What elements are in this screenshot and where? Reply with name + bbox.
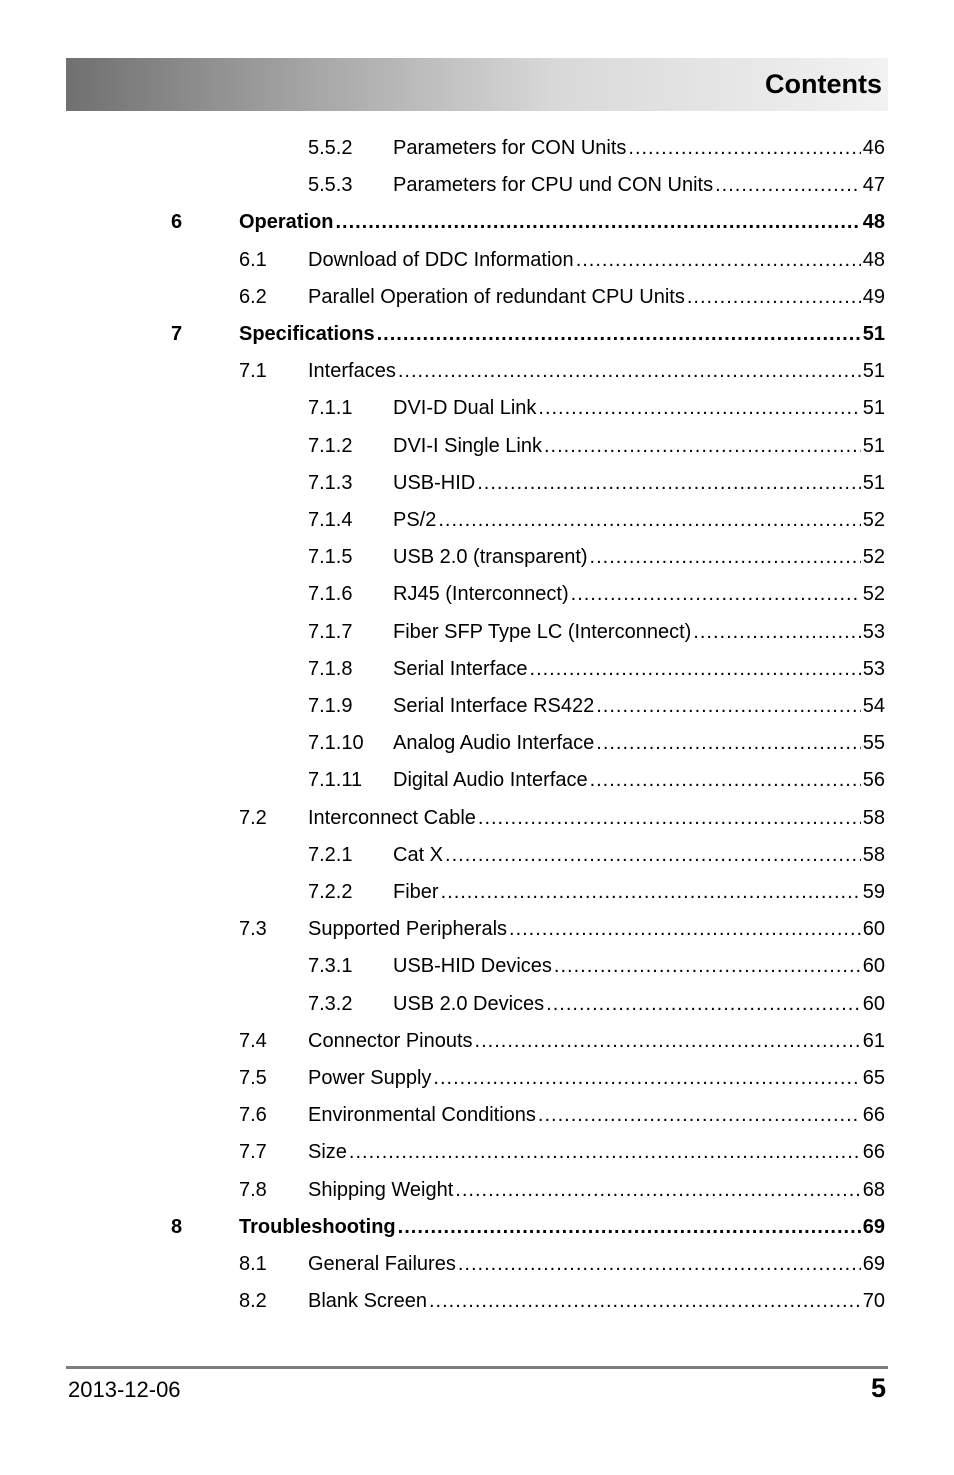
toc-entry-page: 70 [862, 1290, 885, 1313]
toc-entry-title: Fiber [393, 881, 439, 903]
toc-entry[interactable] [0, 130, 954, 167]
toc-entry-number: 7.1.11 [308, 769, 363, 792]
toc-entry-title: DVI-D Dual Link [393, 397, 537, 420]
dot-leader [349, 1134, 861, 1171]
footer-divider [66, 1366, 888, 1369]
toc-entry-line [239, 316, 885, 353]
toc-entry[interactable] [0, 242, 954, 279]
toc-entry-page: 48 [862, 211, 885, 234]
toc-entry-title: Size [308, 1141, 347, 1164]
toc-entry-number: 7.3.1 [308, 955, 353, 978]
toc-entry[interactable] [0, 1134, 954, 1171]
toc-entry-title: Parallel Operation of redundant CPU Units [308, 285, 685, 308]
toc-entry[interactable] [0, 465, 954, 502]
toc-entry-line [393, 762, 885, 799]
toc-entry-number: 7.1.7 [308, 620, 353, 643]
toc-entry-page: 69 [862, 1253, 885, 1275]
toc-entry-page: 60 [862, 918, 885, 941]
dot-leader [398, 1209, 861, 1246]
toc-entry-page: 60 [862, 992, 885, 1015]
toc-entry-title: USB 2.0 Devices [393, 992, 545, 1015]
toc-entry-page: 58 [862, 843, 885, 866]
toc-entry-number: 7 [171, 323, 183, 345]
toc-entry-number: 7.4 [239, 1029, 267, 1052]
toc-entry-line [308, 1023, 885, 1060]
toc-entry-number: 6.1 [239, 248, 267, 271]
toc-entry-title: Operation [239, 211, 334, 234]
dot-leader [478, 800, 861, 837]
toc-entry-number: 7.1 [239, 360, 267, 383]
toc-entry-page: 51 [862, 323, 885, 345]
toc-entry[interactable] [0, 279, 954, 316]
toc-entry-title: Parameters for CON Units [393, 137, 627, 159]
dot-leader [693, 614, 860, 651]
toc-entry-line [308, 242, 885, 279]
footer-page-number: 5 [870, 1373, 886, 1403]
toc-entry-title: Interfaces [308, 360, 396, 383]
toc-entry-number: 8.1 [239, 1253, 267, 1275]
toc-entry-title: Fiber SFP Type LC (Interconnect) [393, 620, 692, 643]
toc-entry[interactable] [0, 502, 954, 539]
toc-entry-page: 61 [862, 1029, 885, 1052]
toc-entry-page: 46 [862, 137, 885, 159]
dot-leader [455, 1172, 860, 1209]
toc-entry[interactable] [0, 167, 954, 204]
toc-entry-title: USB-HID [393, 471, 476, 494]
toc-entry[interactable] [0, 576, 954, 613]
dot-leader [571, 576, 861, 613]
toc-entry[interactable] [0, 725, 954, 762]
toc-entry-title: USB-HID Devices [393, 955, 552, 978]
toc-entry-line [308, 1246, 885, 1283]
toc-entry-title: Digital Audio Interface [393, 769, 588, 792]
toc-entry-line [393, 725, 885, 762]
toc-entry-title: Supported Peripherals [308, 918, 508, 941]
toc-entry-number: 7.1.10 [308, 732, 364, 755]
toc-entry-line [393, 465, 885, 502]
toc-entry-line [393, 576, 885, 613]
toc-entry-number: 7.2 [239, 806, 267, 829]
toc-entry-page: 51 [862, 360, 885, 383]
toc-entry-page: 68 [862, 1178, 885, 1201]
dot-leader [433, 1060, 860, 1097]
toc-entry-number: 7.1.5 [308, 546, 353, 569]
toc-entry-line [393, 948, 885, 985]
toc-entry-page: 66 [862, 1141, 885, 1164]
toc-entry-line [308, 800, 885, 837]
toc-entry-page: 60 [862, 955, 885, 978]
toc-entry[interactable] [0, 800, 954, 837]
dot-leader [509, 911, 861, 948]
toc-entry[interactable] [0, 948, 954, 985]
toc-entry-number: 7.1.8 [308, 657, 353, 680]
toc-entry-line [308, 353, 885, 390]
toc-entry[interactable] [0, 874, 954, 911]
toc-entry-title: RJ45 (Interconnect) [393, 583, 569, 606]
dot-leader [398, 353, 861, 390]
toc-entry-page: 51 [862, 434, 885, 457]
toc-entry[interactable] [0, 1283, 954, 1320]
toc-entry-title: USB 2.0 (transparent) [393, 546, 588, 569]
toc-entry-line [393, 167, 885, 204]
toc-entry[interactable] [0, 1097, 954, 1134]
dot-leader [530, 651, 861, 688]
toc-entry[interactable] [0, 1060, 954, 1097]
toc-entry-number: 7.6 [239, 1104, 267, 1127]
toc-entry-number: 5.5.2 [308, 137, 353, 159]
dot-leader [590, 539, 861, 576]
toc-entry-page: 69 [862, 1215, 885, 1238]
toc-entry-line [393, 837, 885, 874]
toc-entry-line [308, 1283, 885, 1320]
dot-leader [477, 465, 861, 502]
dot-leader [628, 130, 860, 167]
toc-entry-page: 49 [862, 285, 885, 308]
toc-entry-number: 6 [171, 211, 183, 234]
toc-entry-number: 7.3 [239, 918, 267, 941]
toc-entry-page: 51 [862, 471, 885, 494]
toc-entry-number: 7.1.4 [308, 509, 353, 531]
toc-entry-title: Power Supply [308, 1067, 432, 1089]
toc-entry-number: 7.7 [239, 1141, 267, 1164]
toc-entry-title: DVI-I Single Link [393, 434, 542, 457]
dot-leader [546, 986, 861, 1023]
toc-entry-line [393, 539, 885, 576]
toc-entry-title: Download of DDC Information [308, 248, 574, 271]
toc-entry-number: 7.1.3 [308, 471, 353, 494]
toc-entry-page: 55 [862, 732, 885, 755]
dot-leader [538, 1097, 861, 1134]
toc-entry-number: 7.5 [239, 1067, 267, 1089]
toc-entry-line [393, 651, 885, 688]
dot-leader [377, 316, 861, 353]
toc-entry-title: Serial Interface RS422 [393, 695, 595, 717]
toc-entry[interactable] [0, 911, 954, 948]
toc-entry[interactable] [0, 762, 954, 799]
dot-leader [544, 428, 861, 465]
toc-entry-number: 7.3.2 [308, 992, 353, 1015]
toc-entry-page: 48 [862, 248, 885, 271]
toc-entry-title: Blank Screen [308, 1290, 427, 1313]
toc-entry[interactable] [0, 1023, 954, 1060]
toc-entry-page: 66 [862, 1104, 885, 1127]
toc-entry-page: 54 [862, 695, 885, 717]
toc-entry-page: 65 [862, 1067, 885, 1089]
dot-leader [335, 204, 860, 241]
toc-entry[interactable] [0, 1172, 954, 1209]
toc-entry-number: 7.1.1 [308, 397, 353, 420]
toc-entry[interactable] [0, 316, 954, 353]
toc-entry-number: 7.1.2 [308, 434, 353, 457]
toc-entry[interactable] [0, 614, 954, 651]
toc-entry-title: Parameters for CPU und CON Units [393, 174, 714, 197]
toc-entry[interactable] [0, 986, 954, 1023]
dot-leader [445, 837, 861, 874]
dot-leader [596, 725, 860, 762]
toc-entry-line [239, 1209, 885, 1246]
toc-entry-number: 7.1.6 [308, 583, 353, 606]
toc-entry-number: 7.2.1 [308, 843, 353, 866]
toc-entry-title: Serial Interface [393, 657, 528, 680]
toc-entry[interactable] [0, 1246, 954, 1283]
dot-leader [687, 279, 861, 316]
dot-leader [590, 762, 861, 799]
toc-entry-page: 59 [862, 881, 885, 903]
toc-entry-title: Analog Audio Interface [393, 732, 595, 755]
toc-entry-number: 7.1.9 [308, 695, 353, 717]
toc-entry[interactable] [0, 204, 954, 241]
toc-entry[interactable] [0, 688, 954, 725]
toc-entry[interactable] [0, 353, 954, 390]
toc-entry-page: 51 [862, 397, 885, 420]
toc-entry-page: 52 [862, 546, 885, 569]
dot-leader [596, 688, 861, 725]
toc-entry-title: Shipping Weight [308, 1178, 454, 1201]
toc-entry-line [393, 986, 885, 1023]
header-bar [66, 58, 888, 111]
dot-leader [715, 167, 861, 204]
toc-entry-page: 47 [862, 174, 885, 197]
toc-entry-number: 5.5.3 [308, 174, 353, 197]
toc-entry[interactable] [0, 428, 954, 465]
toc-entry-title: Troubleshooting [239, 1215, 396, 1238]
toc-entry-number: 7.2.2 [308, 881, 353, 903]
dot-leader [441, 874, 861, 911]
toc-entry-page: 52 [862, 509, 885, 531]
toc-entry-line [393, 130, 885, 167]
toc-entry-page: 58 [862, 806, 885, 829]
toc-entry-title: Connector Pinouts [308, 1029, 473, 1052]
toc-entry-line [393, 874, 885, 911]
toc-entry-line [308, 1134, 885, 1171]
toc-entry-line [239, 204, 885, 241]
toc-entry-page: 52 [862, 583, 885, 606]
toc-entry-line [308, 911, 885, 948]
dot-leader [438, 502, 860, 539]
toc-entry[interactable] [0, 837, 954, 874]
toc-entry-title: PS/2 [393, 509, 437, 531]
toc-entry[interactable] [0, 651, 954, 688]
dot-leader [576, 242, 861, 279]
dot-leader [429, 1283, 861, 1320]
toc-entry-title: Specifications [239, 323, 375, 345]
toc-entry-line [393, 502, 885, 539]
toc-entry-line [393, 390, 885, 427]
toc-entry-line [308, 1060, 885, 1097]
toc-entry[interactable] [0, 539, 954, 576]
toc-entry-line [393, 614, 885, 651]
toc-entry-title: General Failures [308, 1253, 456, 1275]
toc-entry-number: 8 [171, 1215, 183, 1238]
dot-leader [458, 1246, 861, 1283]
toc-entry-number: 8.2 [239, 1290, 267, 1313]
toc-entry[interactable] [0, 1209, 954, 1246]
toc-entry-title: Environmental Conditions [308, 1104, 536, 1127]
toc-entry-number: 7.8 [239, 1178, 267, 1201]
toc-entry-number: 6.2 [239, 285, 267, 308]
toc-entry-line [308, 279, 885, 316]
toc-entry-page: 53 [862, 620, 885, 643]
toc-entry-line [393, 688, 885, 725]
toc-entry-page: 53 [862, 657, 885, 680]
toc-entry-title: Cat X [393, 843, 444, 866]
toc-entry-page: 56 [862, 769, 885, 792]
footer-date: 2013-12-06 [68, 1377, 181, 1402]
dot-leader [554, 948, 861, 985]
toc-entry-title: Interconnect Cable [308, 806, 476, 829]
toc-entry-line [393, 428, 885, 465]
toc-entry-line [308, 1172, 885, 1209]
dot-leader [538, 390, 860, 427]
page-title: Contents [765, 69, 882, 99]
toc-entry[interactable] [0, 390, 954, 427]
toc-entry-line [308, 1097, 885, 1134]
dot-leader [475, 1023, 861, 1060]
